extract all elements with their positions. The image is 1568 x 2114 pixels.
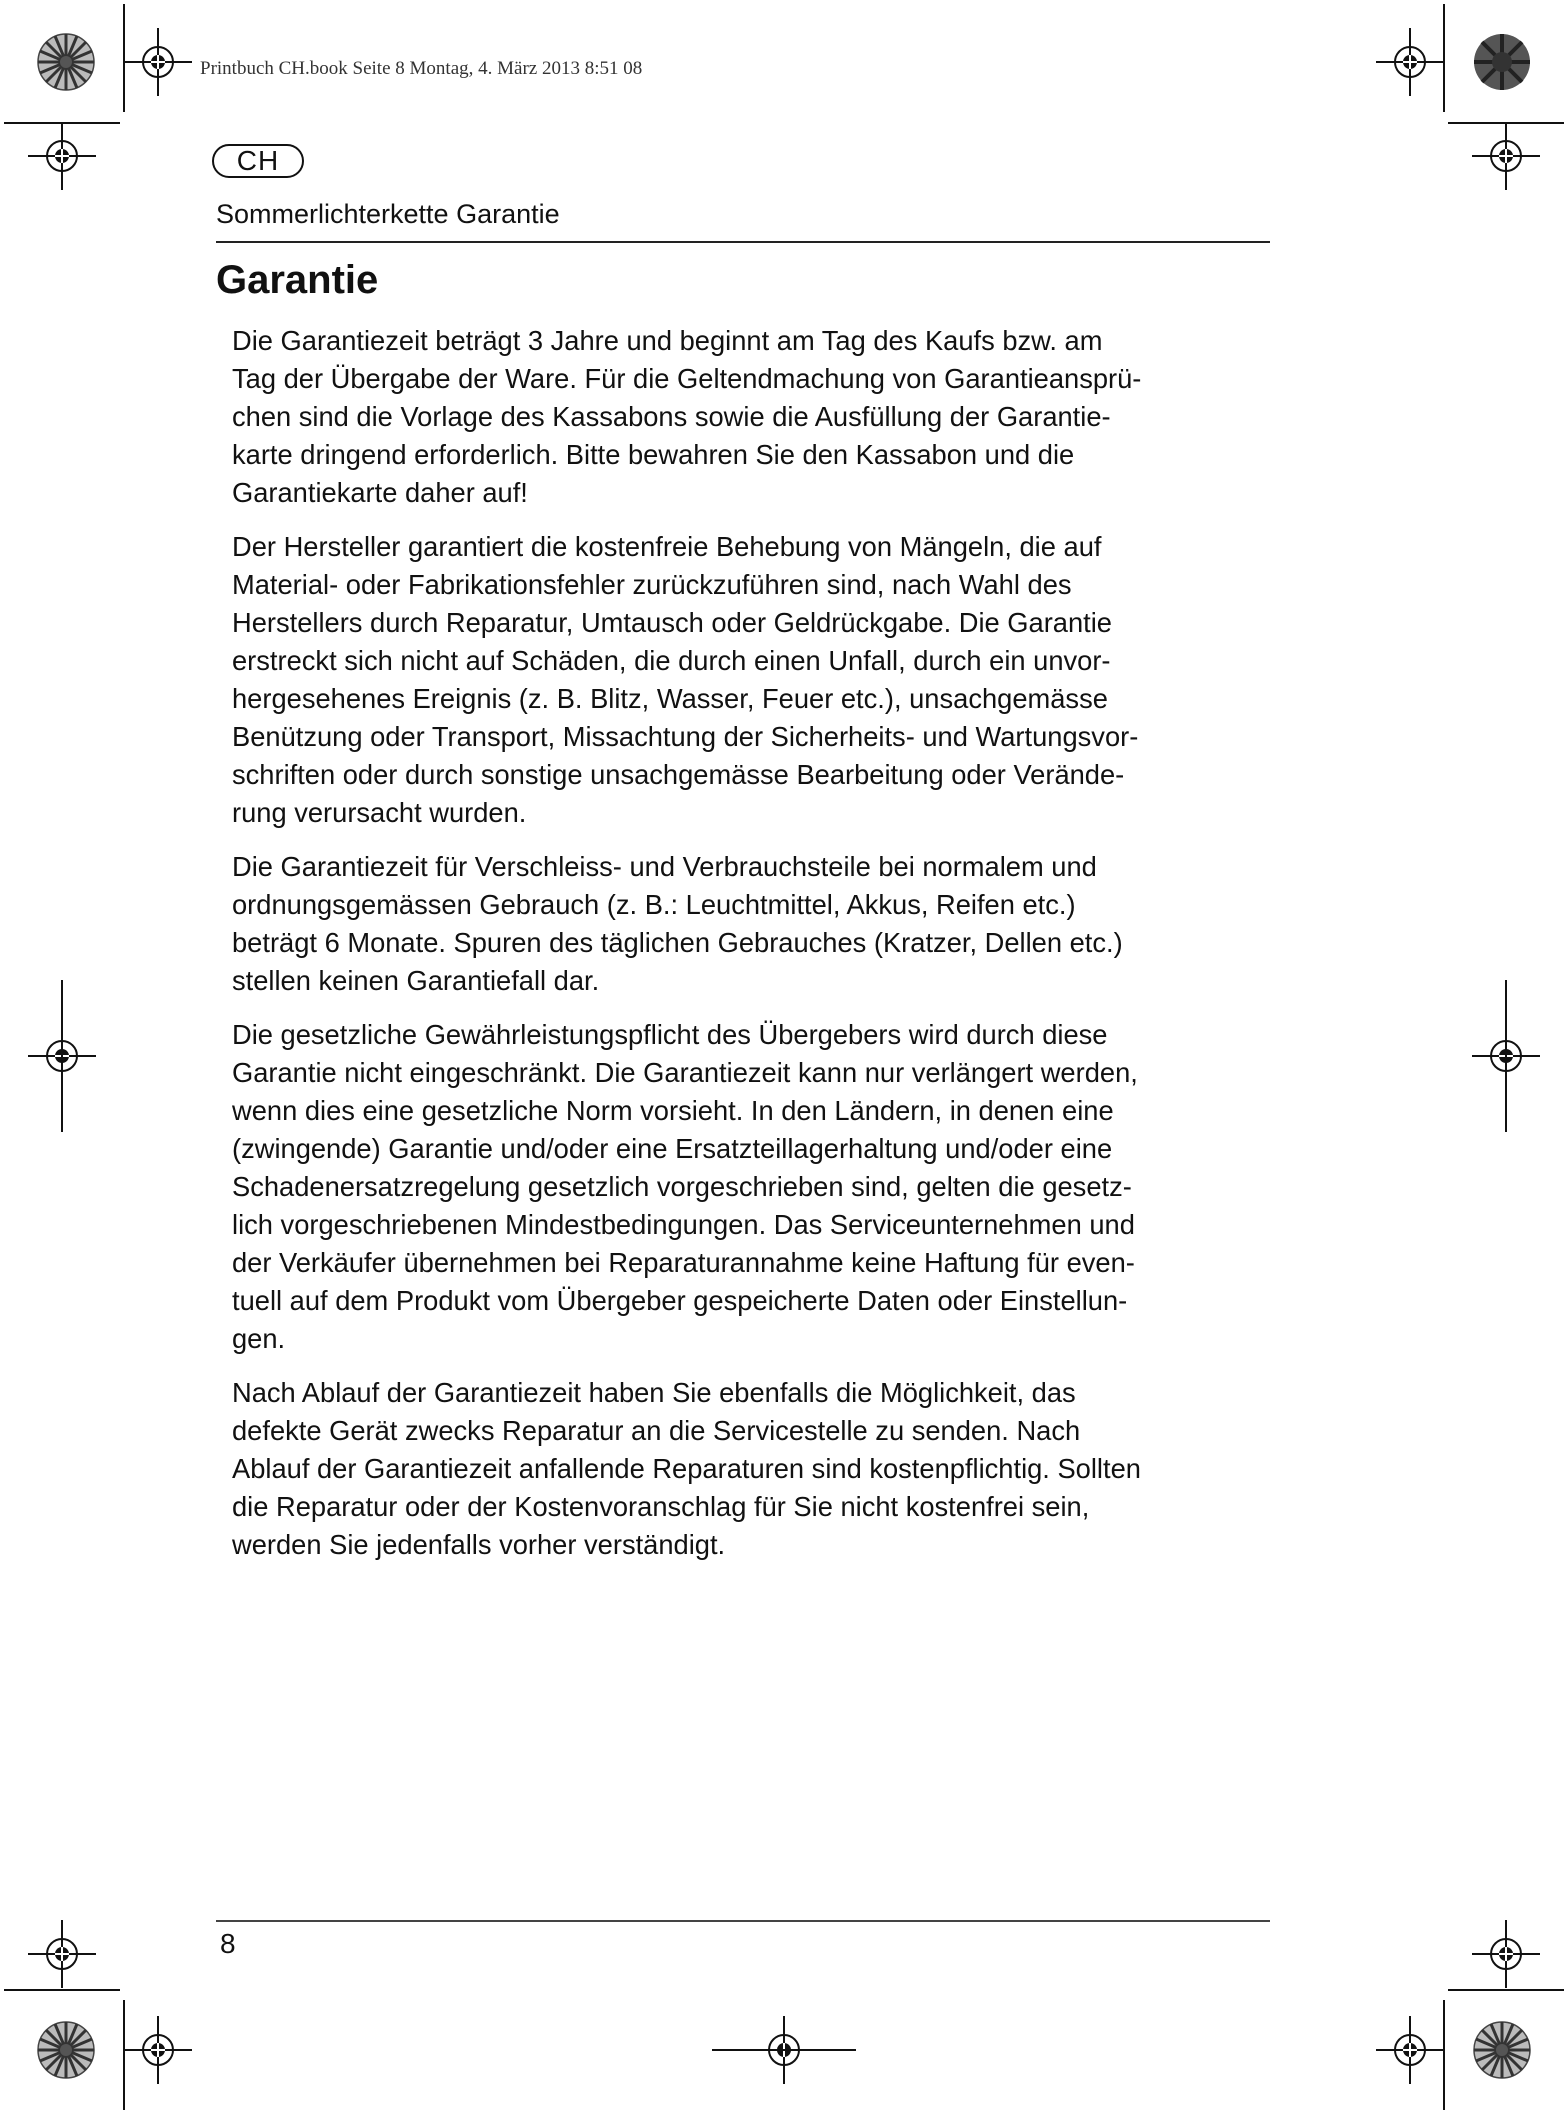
paragraph-legal-warranty: Die gesetzliche Gewährleistungspflicht des Übergebers wird durch diese Garantie nicht eingeschränkt. Die Garantiezeit kann nur verlängert werden, wenn dies eine gesetzliche Norm vorsieht. In den Ländern, in denen eine (zwingende) Garantie und/oder eine Ersatzteillagerhaltung und/oder eine Schadenersatzregelung gesetzlich vorgeschrieben sind, gelten die gesetz- lich vorgeschriebenen Mindestbedingungen. Das Serviceunternehmen und der Verkäufer übernehmen bei Reparaturannahme keine Haftung für even- tuell auf dem Produkt vom Übergeber gespeicherte Daten oder Einstellun- gen. bbox=[232, 1019, 1138, 1354]
paragraph-after-warranty: Nach Ablauf der Garantiezeit haben Sie ebenfalls die Möglichkeit, das defekte Gerät zwecks Reparatur an die Servicestelle zu senden. Nach Ablauf der Garantiezeit anfallende Reparaturen sind kostenpflichtig. Sollten die Reparatur oder der Kostenvoranschlag für Sie nicht kostenfrei sein, werden Sie jedenfalls vorher verständigt. bbox=[232, 1377, 1141, 1560]
paragraph-manufacturer-guarantee: Der Hersteller garantiert die kostenfreie Behebung von Mängeln, die auf Material- oder Fabrikationsfehler zurückzuführen sind, nach Wahl des Herstellers durch Reparatur, Umtausch oder Geldrückgabe. Die Garantie erstreckt sich nicht auf Schäden, die durch einen Unfall, durch ein unvor- hergesehenes Ereignis (z. B. Blitz, Wasser, Feuer etc.), unsachgemässe Benützung oder Transport, Missachtung der Sicherheits- und Wartungsvor- schriften oder durch sonstige unsachgemässe Bearbeitung oder Verände- rung verursacht wurden. bbox=[232, 531, 1139, 828]
body-text bbox=[232, 322, 1292, 1580]
paragraph-wear-parts: Die Garantiezeit für Verschleiss- und Verbrauchsteile bei normalem und ordnungsgemässen Gebrauch (z. B.: Leuchtmittel, Akkus, Reifen etc.) beträgt 6 Monate. Spuren des täglichen Gebrauches (Kratzer, Dellen etc.) stellen keinen Garantiefall dar. bbox=[232, 851, 1123, 996]
page-number: 8 bbox=[220, 1928, 236, 1959]
header-rule bbox=[216, 241, 1270, 243]
country-badge: CH bbox=[212, 144, 304, 178]
page-heading: Garantie bbox=[216, 258, 379, 302]
footer-rule bbox=[216, 1920, 1270, 1922]
running-header: Sommerlichterkette Garantie bbox=[216, 199, 560, 229]
paragraph-warranty-period: Die Garantiezeit beträgt 3 Jahre und beginnt am Tag des Kaufs bzw. am Tag der Übergabe der Ware. Für die Geltendmachung von Garantieansprü- chen sind die Vorlage des Kassabons sowie die Ausfüllung der Garantie- karte dringend erforderlich. Bitte bewahren Sie den Kassabon und die Garantiekarte daher auf! bbox=[232, 325, 1142, 508]
print-slug: Printbuch CH.book Seite 8 Montag, 4. März 2013 8:51 08 bbox=[200, 58, 643, 79]
